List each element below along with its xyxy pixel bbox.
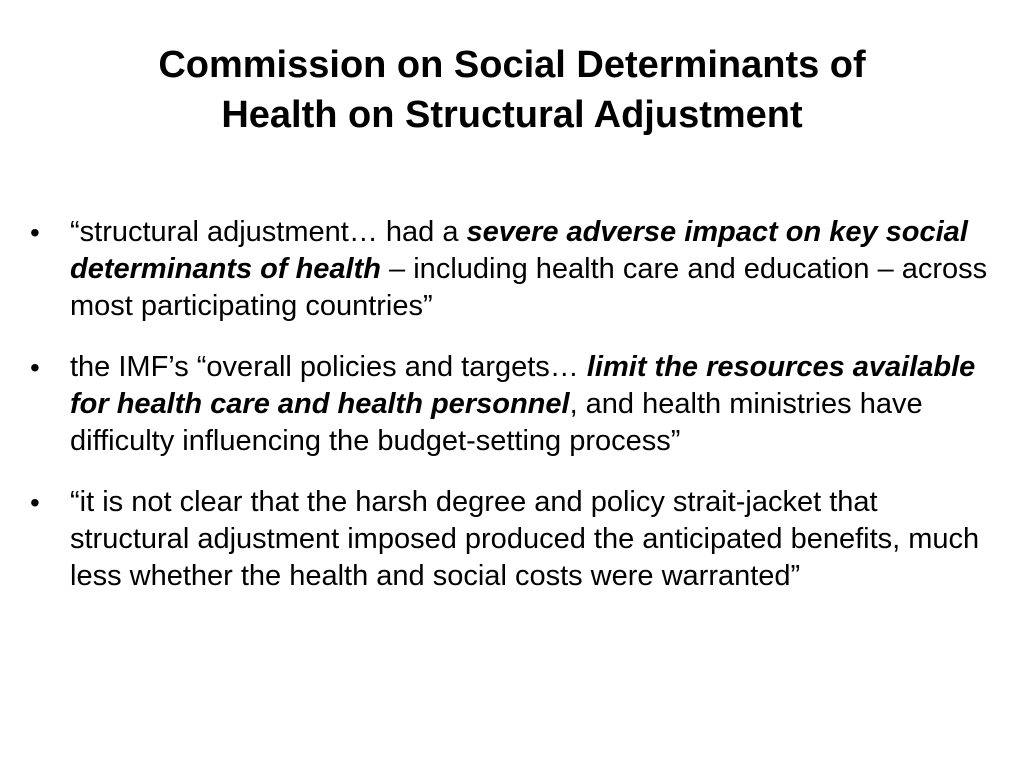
bullet-1-text-pre: “structural adjustment… had a: [70, 216, 467, 248]
slide-title: [60, 40, 964, 140]
bullet-item-2: [30, 349, 1000, 460]
bullet-marker-1: •: [30, 217, 40, 248]
bullet-1-text-emphasis: severe adverse impact on key social determinants of health: [70, 216, 968, 285]
slide-title-line-2: Health on Structural Adjustment: [221, 94, 803, 136]
bullet-2-text-pre: the IMF’s “overall policies and targets…: [70, 351, 587, 383]
slide-title-line-1: Commission on Social Determinants of: [158, 44, 866, 86]
bullet-1-text-post: – including health care and education – across most participating countries”: [70, 253, 988, 322]
bullet-2-text-post: , and health ministries have difficulty influencing the budget-setting process”: [70, 388, 923, 457]
bullet-marker-3: •: [30, 487, 40, 518]
bullet-3-text: “it is not clear that the harsh degree and policy strait-jacket that structural adjustment imposed produced the anticipated benefits, much less whether the health and social costs were warranted”: [70, 486, 980, 592]
bullet-marker-2: •: [30, 352, 40, 383]
bullet-item-1: [30, 214, 1000, 325]
bullet-list: [30, 214, 1000, 619]
bullet-item-3: [30, 484, 1000, 595]
bullet-2-text-emphasis: limit the resources available for health care and health personnel: [70, 351, 976, 420]
